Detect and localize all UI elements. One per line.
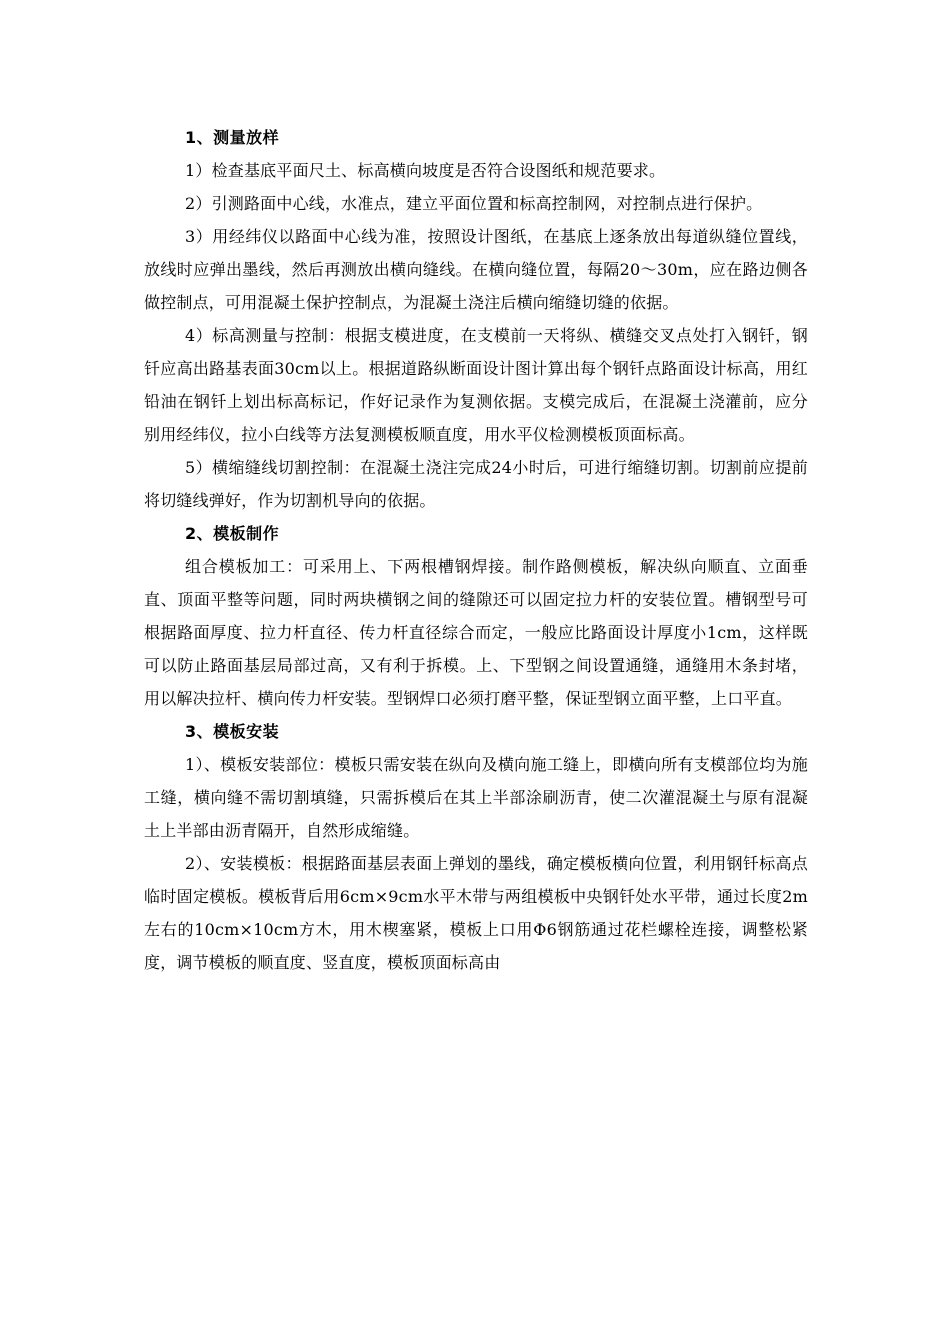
paragraph-survey-1: 1）检查基底平面尺土、标高横向坡度是否符合设图纸和规范要求。 xyxy=(185,161,666,180)
paragraph-formwork-making: 组合模板加工：可采用上、下两根槽钢焊接。制作路侧模板，解决纵向顺直、立面垂直、顶面平整等问题，同时两块横钢之间的缝隙还可以固定拉力杆的安装位置。槽钢型号可根据路面厚度、拉力杆直径、传力杆直径综合而定，一般应比路面设计厚度小1cm，这样既可以防止路面基层局部过高，又有利于拆模。上、下型钢之间设置通缝，通缝用木条封堵，用以解决拉杆、横向传力杆安装。型钢焊口必须打磨平整，保证型钢立面平整，上口平直。 xyxy=(144,557,808,708)
paragraph-survey-4: 4）标高测量与控制：根据支模进度，在支模前一天将纵、横缝交叉点处打入钢钎，钢钎应高出路基表面30cm以上。根据道路纵断面设计图计算出每个钢钎点路面设计标高，用红铅油在钢钎上划出标高标记，作好记录作为复测依据。支模完成后，在混凝土浇灌前，应分别用经纬仪，拉小白线等方法复测模板顺直度，用水平仪检测模板顶面标高。 xyxy=(144,326,808,444)
paragraph-survey-2: 2）引测路面中心线，水准点，建立平面位置和标高控制网，对控制点进行保护。 xyxy=(185,194,763,213)
paragraph-formwork-install-2: 2）、安装模板：根据路面基层表面上弹划的墨线，确定模板横向位置，利用钢钎标高点临时固定模板。模板背后用6cm×9cm水平木带与两组模板中央钢钎处水平带，通过长度2m左右的10cm×10cm方木，用木楔塞紧，模板上口用Φ6钢筋通过花栏螺栓连接，调整松紧度，调节模板的顺直度、竖直度，模板顶面标高由 xyxy=(144,854,808,972)
section-heading-survey: 1、测量放样 xyxy=(185,128,280,147)
paragraph-survey-3: 3）用经纬仪以路面中心线为准，按照设计图纸，在基底上逐条放出每道纵缝位置线，放线时应弹出墨线，然后再测放出横向缝线。在横向缝位置，每隔20～30m，应在路边侧各做控制点，可用混凝土保护控制点，为混凝土浇注后横向缩缝切缝的依据。 xyxy=(144,227,808,312)
section-heading-formwork-install: 3、模板安装 xyxy=(185,722,280,741)
paragraph-formwork-install-1: 1）、模板安装部位：模板只需安装在纵向及横向施工缝上，即横向所有支模部位均为施工缝，横向缝不需切割填缝，只需拆模后在其上半部涂刷沥青，使二次灌混凝土与原有混凝土上半部由沥青隔开，自然形成缩缝。 xyxy=(144,755,808,840)
section-heading-formwork-making: 2、模板制作 xyxy=(185,524,280,543)
document-body xyxy=(144,121,808,979)
paragraph-survey-5: 5）横缩缝线切割控制：在混凝土浇注完成24小时后，可进行缩缝切割。切割前应提前将切缝线弹好，作为切割机导向的依据。 xyxy=(144,458,808,510)
